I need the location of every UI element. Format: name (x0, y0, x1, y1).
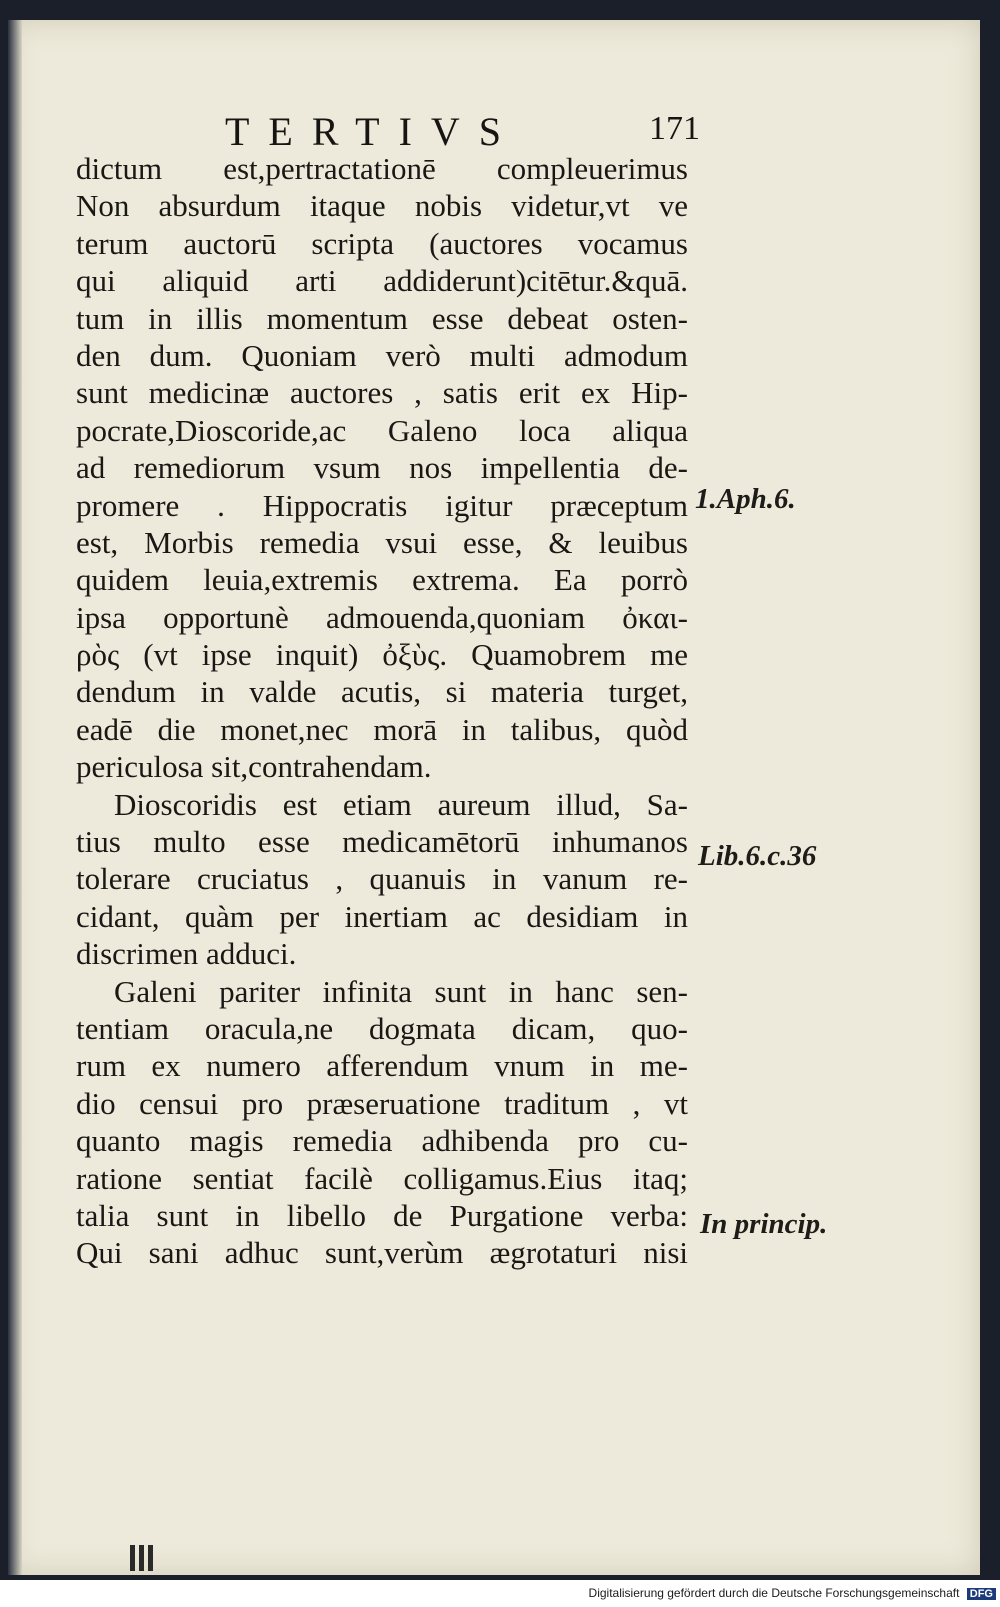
text-line: dictum est,pertractationē compleuerimus (76, 151, 688, 186)
text-line: Qui sani adhuc sunt,verùm ægrotaturi nisi (76, 1235, 688, 1271)
text-line: tius multo esse medicamētorū inhumanos (76, 824, 688, 860)
text-line: ad remediorum vsum nos impellentia de- (76, 450, 688, 486)
text-line: promere . Hippocratis igitur præceptum (76, 487, 688, 523)
page-number: 171 (649, 110, 700, 147)
text-line: Non absurdum itaque nobis videtur,vt ve (76, 188, 688, 224)
text-line: tentiam oracula,ne dogmata dicam, quo- (76, 1010, 688, 1046)
text-line: ρὸς (vt ipse inquit) ὀξὺς. Quamobrem me (76, 637, 688, 673)
text-line: quanto magis remedia adhibenda pro cu- (76, 1123, 688, 1159)
text-line: pocrate,Dioscoride,ac Galeno loca aliqua (76, 412, 688, 448)
bottom-ink-marks (130, 1545, 170, 1571)
digitization-credit (589, 1586, 996, 1600)
margin-note-aphorism: 1.Aph.6. (695, 483, 796, 515)
text-line: qui aliquid arti addiderunt)citētur.&quā. (76, 263, 688, 299)
text-line: sunt medicinæ auctores , satis erit ex Hip- (76, 375, 688, 411)
text-line: ratione sentiat facilè colligamus.Eius itaq; (76, 1160, 688, 1196)
text-line: den dum. Quoniam verò multi admodum (76, 337, 688, 373)
text-line: dio censui pro præseruatione traditum , vt (76, 1085, 688, 1121)
text-line: cidant, quàm per inertiam ac desidiam in (76, 898, 688, 934)
text-line: Galeni pariter infinita sunt in hanc sen- (114, 973, 688, 1009)
running-head: TERTIVS (225, 109, 521, 154)
text-line: quidem leuia,extremis extrema. Ea porrò (76, 562, 688, 598)
text-line: talia sunt in libello de Purgatione verba: (76, 1197, 688, 1233)
text-line: ipsa opportunè admouenda,quoniam ὀκαι- (76, 599, 688, 635)
text-line: tum in illis momentum esse debeat osten- (76, 300, 688, 336)
text-line: rum ex numero afferendum vnum in me- (76, 1048, 688, 1084)
margin-note-liber: Lib.6.c.36 (698, 840, 817, 872)
text-line: dendum in valde acutis, si materia turget, (76, 674, 688, 710)
text-line: terum auctorū scripta (auctores vocamus (76, 225, 688, 261)
text-line: tolerare cruciatus , quanuis in vanum re- (76, 861, 688, 897)
margin-note-principio: In princip. (700, 1208, 828, 1240)
text-line: Dioscoridis est etiam aureum illud, Sa- (114, 786, 688, 822)
text-line: est, Morbis remedia vsui esse, & leuibus (76, 524, 688, 560)
text-line: periculosa sit,contrahendam. (76, 749, 432, 785)
credit-text: Digitalisierung gefördert durch die Deutsche Forschungsgemeinschaft (588, 1586, 960, 1600)
body-text (76, 150, 688, 1272)
dfg-logo: DFG (967, 1588, 996, 1600)
page-gutter-shadow (8, 20, 22, 1575)
text-line: eadē die monet,nec morā in talibus, quòd (76, 711, 688, 747)
text-line: discrimen adduci. (76, 936, 297, 972)
